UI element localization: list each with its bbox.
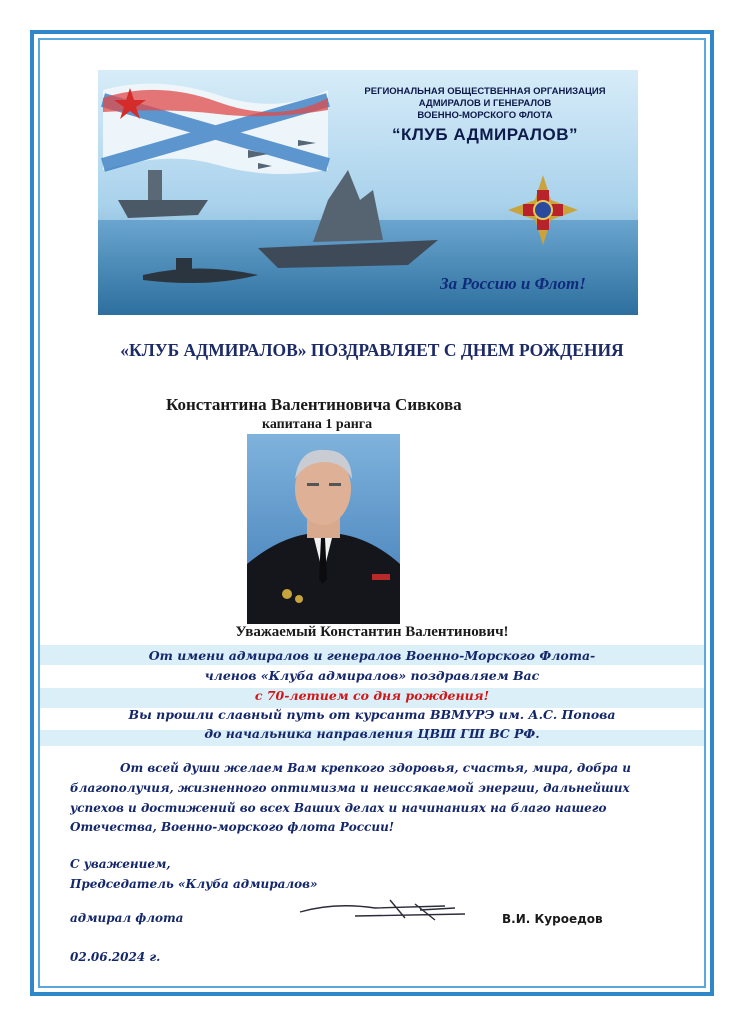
signer-title: Председатель «Клуба адмиралов» — [70, 877, 318, 891]
document-date: 02.06.2024 г. — [70, 950, 161, 964]
message-line-1: От имени адмиралов и генералов Военно-Морского Флота- — [148, 648, 596, 663]
signer-rank: адмирал флота — [70, 911, 184, 925]
org-line-3: ВОЕННО-МОРСКОГО ФЛОТА — [417, 110, 553, 121]
honoree-rank: капитана 1 ранга — [262, 417, 373, 432]
club-name: “КЛУБ АДМИРАЛОВ” — [392, 125, 578, 144]
org-line-2: АДМИРАЛОВ И ГЕНЕРАЛОВ — [418, 98, 552, 109]
message-line-2: членов «Клуба адмиралов» поздравляем Вас — [204, 668, 540, 683]
org-line-1: РЕГИОНАЛЬНАЯ ОБЩЕСТВЕННАЯ ОРГАНИЗАЦИЯ — [364, 86, 606, 97]
wish-line-4: Отечества, Военно-морского флота России! — [70, 820, 395, 834]
wish-line-2: благополучия, жизненного оптимизма и неиссякаемой энергии, дальнейших — [70, 781, 630, 795]
greeting: Уважаемый Константин Валентинович! — [235, 624, 509, 640]
wish-line-1: От всей души желаем Вам крепкого здоровья, счастья, мира, добра и — [120, 761, 632, 775]
message-line-4: Вы прошли славный путь от курсанта ВВМУРЭ им. А.С. Попова — [128, 707, 616, 722]
handwritten-signature — [295, 896, 475, 926]
wish-line-3: успехов и достижений во всех Ваших делах и начинаниях на благо нашего — [70, 801, 607, 815]
regards: С уважением, — [70, 857, 171, 871]
honoree-name: Константина Валентиновича Сивкова — [166, 395, 462, 414]
signer-name: В.И. Куроедов — [502, 912, 603, 926]
headline: «КЛУБ АДМИРАЛОВ» ПОЗДРАВЛЯЕТ С ДНЕМ РОЖДЕНИЯ — [120, 340, 624, 360]
message-line-5: до начальника направления ЦВШ ГШ ВС РФ. — [204, 726, 540, 741]
anniversary-line: с 70-летием со дня рождения! — [254, 688, 490, 703]
motto: За Россию и Флот! — [440, 274, 586, 293]
portrait-photo — [247, 434, 400, 624]
organization-header — [345, 86, 625, 146]
